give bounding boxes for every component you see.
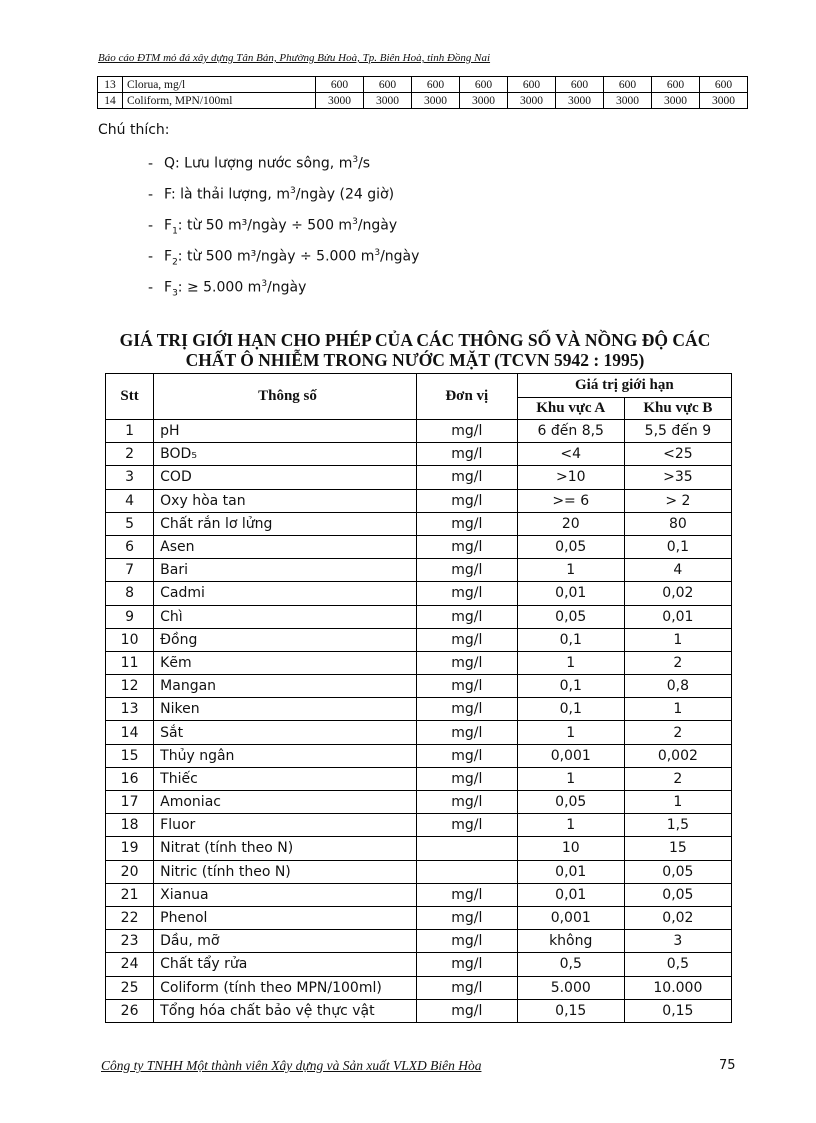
table-row — [106, 791, 732, 814]
row-value: 3000 — [556, 93, 604, 109]
cell-area-b: <25 — [624, 443, 731, 466]
cell-area-b: 0,8 — [624, 675, 731, 698]
table-row — [106, 489, 732, 512]
note-sub: 2 — [172, 257, 178, 268]
cell-stt: 21 — [106, 883, 154, 906]
cell-unit: mg/l — [416, 420, 517, 443]
table-row — [106, 443, 732, 466]
cell-param: Tổng hóa chất bảo vệ thực vật — [154, 999, 417, 1022]
cell-unit: mg/l — [416, 744, 517, 767]
cell-param: Chất tẩy rửa — [154, 953, 417, 976]
cell-param: Chì — [154, 605, 417, 628]
cell-area-b: 0,05 — [624, 883, 731, 906]
header-limit: Giá trị giới hạn — [517, 374, 731, 398]
cell-unit: mg/l — [416, 535, 517, 558]
cell-stt: 24 — [106, 953, 154, 976]
cell-stt: 8 — [106, 582, 154, 605]
cell-area-a: 0,01 — [517, 860, 624, 883]
cell-param: COD — [154, 466, 417, 489]
cell-unit: mg/l — [416, 999, 517, 1022]
cell-param: pH — [154, 420, 417, 443]
table-row — [106, 860, 732, 883]
cell-param: Coliform (tính theo MPN/100ml) — [154, 976, 417, 999]
cell-area-a: >= 6 — [517, 489, 624, 512]
cell-unit: mg/l — [416, 651, 517, 674]
row-value: 3000 — [604, 93, 652, 109]
cell-area-a: 0,1 — [517, 675, 624, 698]
note-text: F — [164, 248, 173, 265]
table-row — [106, 675, 732, 698]
row-value: 3000 — [460, 93, 508, 109]
table-row — [106, 721, 732, 744]
cell-area-b: 2 — [624, 721, 731, 744]
note-text: F — [164, 279, 173, 296]
cell-stt: 2 — [106, 443, 154, 466]
notes-list — [148, 150, 419, 305]
cell-param: Kẽm — [154, 651, 417, 674]
note-text: : ≥ 5.000 m — [177, 279, 262, 296]
cell-area-b: 0,02 — [624, 906, 731, 929]
row-number: 14 — [98, 93, 123, 109]
cell-area-b: 0,02 — [624, 582, 731, 605]
title-line-2: CHẤT Ô NHIỄM TRONG NƯỚC MẶT (TCVN 5942 : 1995) — [185, 350, 645, 370]
table-row — [106, 837, 732, 860]
cell-area-a: 0,05 — [517, 791, 624, 814]
cell-param: Phenol — [154, 906, 417, 929]
cell-area-b: 10.000 — [624, 976, 731, 999]
cell-param: Nitric (tính theo N) — [154, 860, 417, 883]
cell-param: Bari — [154, 559, 417, 582]
cell-stt: 12 — [106, 675, 154, 698]
note-item: - $F_3$: ≥ 5.000 $m^3$/ngày — [148, 279, 307, 299]
notes-title: Chú thích: — [98, 122, 170, 138]
cell-area-b: 80 — [624, 512, 731, 535]
cell-stt: 25 — [106, 976, 154, 999]
table-row — [106, 651, 732, 674]
cell-stt: 4 — [106, 489, 154, 512]
cell-unit: mg/l — [416, 466, 517, 489]
cell-area-a: 0,001 — [517, 744, 624, 767]
header-stt: Stt — [106, 374, 154, 420]
cell-area-b: 5,5 đến 9 — [624, 420, 731, 443]
note-text: /ngày — [380, 248, 420, 265]
cell-param: Niken — [154, 698, 417, 721]
cell-area-a: 1 — [517, 559, 624, 582]
cell-param: Mangan — [154, 675, 417, 698]
cell-area-a: 1 — [517, 651, 624, 674]
cell-stt: 15 — [106, 744, 154, 767]
cell-area-a: 0,1 — [517, 628, 624, 651]
cell-unit — [416, 837, 517, 860]
cell-area-a: 0,01 — [517, 582, 624, 605]
note-text: F: là thải lượng, m — [164, 186, 290, 203]
cell-area-b: 2 — [624, 651, 731, 674]
cell-unit — [416, 860, 517, 883]
cell-area-a: 0,1 — [517, 698, 624, 721]
cell-param: Asen — [154, 535, 417, 558]
cell-param: BOD₅ — [154, 443, 417, 466]
table-row — [106, 628, 732, 651]
cell-area-b: 4 — [624, 559, 731, 582]
cell-area-a: 5.000 — [517, 976, 624, 999]
note-sup: 3 — [352, 155, 359, 165]
cell-unit: mg/l — [416, 698, 517, 721]
cell-area-a: 20 — [517, 512, 624, 535]
continued-table — [97, 76, 748, 109]
cell-stt: 22 — [106, 906, 154, 929]
table-row — [106, 976, 732, 999]
cell-param: Thiếc — [154, 767, 417, 790]
cell-stt: 16 — [106, 767, 154, 790]
cell-unit: mg/l — [416, 814, 517, 837]
table-row — [98, 77, 748, 93]
cell-unit: mg/l — [416, 605, 517, 628]
cell-unit: mg/l — [416, 489, 517, 512]
row-value: 3000 — [508, 93, 556, 109]
cell-area-a: 0,5 — [517, 953, 624, 976]
cell-param: Nitrat (tính theo N) — [154, 837, 417, 860]
row-value: 600 — [412, 77, 460, 93]
cell-unit: mg/l — [416, 628, 517, 651]
row-value: 600 — [700, 77, 748, 93]
cell-param: Oxy hòa tan — [154, 489, 417, 512]
table-row — [106, 744, 732, 767]
cell-stt: 17 — [106, 791, 154, 814]
row-value: 3000 — [412, 93, 460, 109]
table-row — [106, 767, 732, 790]
table-row — [98, 93, 748, 109]
note-text: : từ 500 m³/ngày ÷ 5.000 m — [177, 248, 375, 265]
note-text: : từ 50 m³/ngày ÷ 500 m — [177, 217, 353, 234]
note-text: /ngày — [267, 279, 307, 296]
cell-stt: 19 — [106, 837, 154, 860]
cell-area-a: 1 — [517, 814, 624, 837]
cell-area-b: 3 — [624, 930, 731, 953]
row-value: 3000 — [700, 93, 748, 109]
cell-param: Chất rắn lơ lửng — [154, 512, 417, 535]
section-title — [90, 330, 740, 370]
cell-area-a: 0,001 — [517, 906, 624, 929]
cell-stt: 3 — [106, 466, 154, 489]
cell-area-a: không — [517, 930, 624, 953]
cell-unit: mg/l — [416, 675, 517, 698]
table-row — [106, 512, 732, 535]
row-value: 600 — [604, 77, 652, 93]
cell-unit: mg/l — [416, 559, 517, 582]
cell-area-b: 0,05 — [624, 860, 731, 883]
cell-area-a: 0,05 — [517, 535, 624, 558]
row-number: 13 — [98, 77, 123, 93]
note-text: Q: Lưu lượng nước sông, m — [164, 155, 353, 172]
note-item: - Q: Lưu lượng nước sông, $m^3/s$ — [148, 155, 371, 172]
cell-stt: 7 — [106, 559, 154, 582]
cell-stt: 18 — [106, 814, 154, 837]
table-row — [106, 930, 732, 953]
header-area-a: Khu vực A — [517, 398, 624, 420]
cell-stt: 20 — [106, 860, 154, 883]
limits-table — [105, 373, 732, 1023]
note-sub: 1 — [172, 226, 178, 237]
row-value: 600 — [652, 77, 700, 93]
table-row — [106, 906, 732, 929]
cell-unit: mg/l — [416, 721, 517, 744]
title-line-1: GIÁ TRỊ GIỚI HẠN CHO PHÉP CỦA CÁC THÔNG SỐ VÀ NỒNG ĐỘ CÁC — [119, 330, 711, 350]
row-value: 3000 — [364, 93, 412, 109]
row-value: 600 — [556, 77, 604, 93]
header-unit: Đơn vị — [416, 374, 517, 420]
cell-param: Fluor — [154, 814, 417, 837]
table-row — [106, 883, 732, 906]
row-value: 600 — [508, 77, 556, 93]
note-text: /ngày — [357, 217, 398, 234]
cell-param: Thủy ngân — [154, 744, 417, 767]
row-value: 3000 — [652, 93, 700, 109]
cell-area-a: 1 — [517, 721, 624, 744]
table-row — [106, 953, 732, 976]
cell-area-b: 1,5 — [624, 814, 731, 837]
cell-param: Amoniac — [154, 791, 417, 814]
cell-area-b: 15 — [624, 837, 731, 860]
cell-area-a: 0,05 — [517, 605, 624, 628]
note-sub: 3 — [172, 288, 178, 299]
cell-unit: mg/l — [416, 953, 517, 976]
cell-area-b: 1 — [624, 791, 731, 814]
cell-area-a: <4 — [517, 443, 624, 466]
cell-param: Cadmi — [154, 582, 417, 605]
note-sup: 3 — [374, 248, 381, 258]
cell-area-b: 0,002 — [624, 744, 731, 767]
cell-stt: 23 — [106, 930, 154, 953]
cell-area-b: >35 — [624, 466, 731, 489]
note-sup: 3 — [261, 279, 268, 289]
table-row — [106, 466, 732, 489]
cell-unit: mg/l — [416, 976, 517, 999]
note-text: /s — [358, 155, 371, 172]
cell-unit: mg/l — [416, 767, 517, 790]
cell-area-b: > 2 — [624, 489, 731, 512]
cell-unit: mg/l — [416, 512, 517, 535]
row-name: Clorua, mg/l — [123, 77, 316, 93]
cell-param: Đồng — [154, 628, 417, 651]
table-row — [106, 999, 732, 1022]
cell-unit: mg/l — [416, 582, 517, 605]
cell-stt: 13 — [106, 698, 154, 721]
cell-area-a: >10 — [517, 466, 624, 489]
cell-unit: mg/l — [416, 791, 517, 814]
cell-area-b: 1 — [624, 628, 731, 651]
table-row — [106, 605, 732, 628]
header-param: Thông số — [154, 374, 417, 420]
row-value: 600 — [460, 77, 508, 93]
cell-area-a: 0,01 — [517, 883, 624, 906]
cell-area-b: 0,1 — [624, 535, 731, 558]
cell-area-a: 10 — [517, 837, 624, 860]
cell-stt: 5 — [106, 512, 154, 535]
page-header: Báo cáo ĐTM mỏ đá xây dựng Tân Bản, Phường Bửu Hoà, Tp. Biên Hoà, tỉnh Đồng Nai — [98, 52, 491, 64]
cell-stt: 1 — [106, 420, 154, 443]
cell-area-a: 1 — [517, 767, 624, 790]
cell-param: Dầu, mỡ — [154, 930, 417, 953]
row-value: 3000 — [316, 93, 364, 109]
note-item: - F: là thải lượng, $m^3$/ngày (24 giờ) — [148, 186, 395, 203]
cell-area-b: 0,5 — [624, 953, 731, 976]
footer-company: Công ty TNHH Một thành viên Xây dựng và Sản xuất VLXD Biên Hòa — [101, 1058, 482, 1073]
cell-unit: mg/l — [416, 443, 517, 466]
row-value: 600 — [316, 77, 364, 93]
cell-stt: 14 — [106, 721, 154, 744]
cell-stt: 26 — [106, 999, 154, 1022]
table-row — [106, 698, 732, 721]
cell-unit: mg/l — [416, 906, 517, 929]
cell-area-a: 6 đến 8,5 — [517, 420, 624, 443]
cell-param: Xianua — [154, 883, 417, 906]
note-text: /ngày (24 giờ) — [295, 186, 395, 203]
row-name: Coliform, MPN/100ml — [123, 93, 316, 109]
cell-stt: 10 — [106, 628, 154, 651]
page-number: 75 — [719, 1058, 736, 1073]
cell-unit: mg/l — [416, 930, 517, 953]
header-area-b: Khu vực B — [624, 398, 731, 420]
cell-area-b: 1 — [624, 698, 731, 721]
table-row — [106, 582, 732, 605]
cell-unit: mg/l — [416, 883, 517, 906]
table-row — [106, 420, 732, 443]
cell-stt: 6 — [106, 535, 154, 558]
cell-stt: 9 — [106, 605, 154, 628]
note-sup: 3 — [352, 217, 358, 227]
cell-stt: 11 — [106, 651, 154, 674]
table-row — [106, 814, 732, 837]
cell-area-b: 0,01 — [624, 605, 731, 628]
table-row — [106, 535, 732, 558]
note-sup: 3 — [289, 186, 296, 196]
cell-area-b: 2 — [624, 767, 731, 790]
note-text: F — [164, 217, 173, 234]
cell-param: Sắt — [154, 721, 417, 744]
row-value: 600 — [364, 77, 412, 93]
note-item: - $F_1$: từ 50 m³/ngày ÷ 500 $m^3$/ngày — [148, 217, 398, 237]
cell-area-a: 0,15 — [517, 999, 624, 1022]
table-row — [106, 559, 732, 582]
cell-area-b: 0,15 — [624, 999, 731, 1022]
note-item: - $F_2$: từ 500 m³/ngày ÷ 5.000 $m^3$/ngày — [148, 248, 420, 268]
